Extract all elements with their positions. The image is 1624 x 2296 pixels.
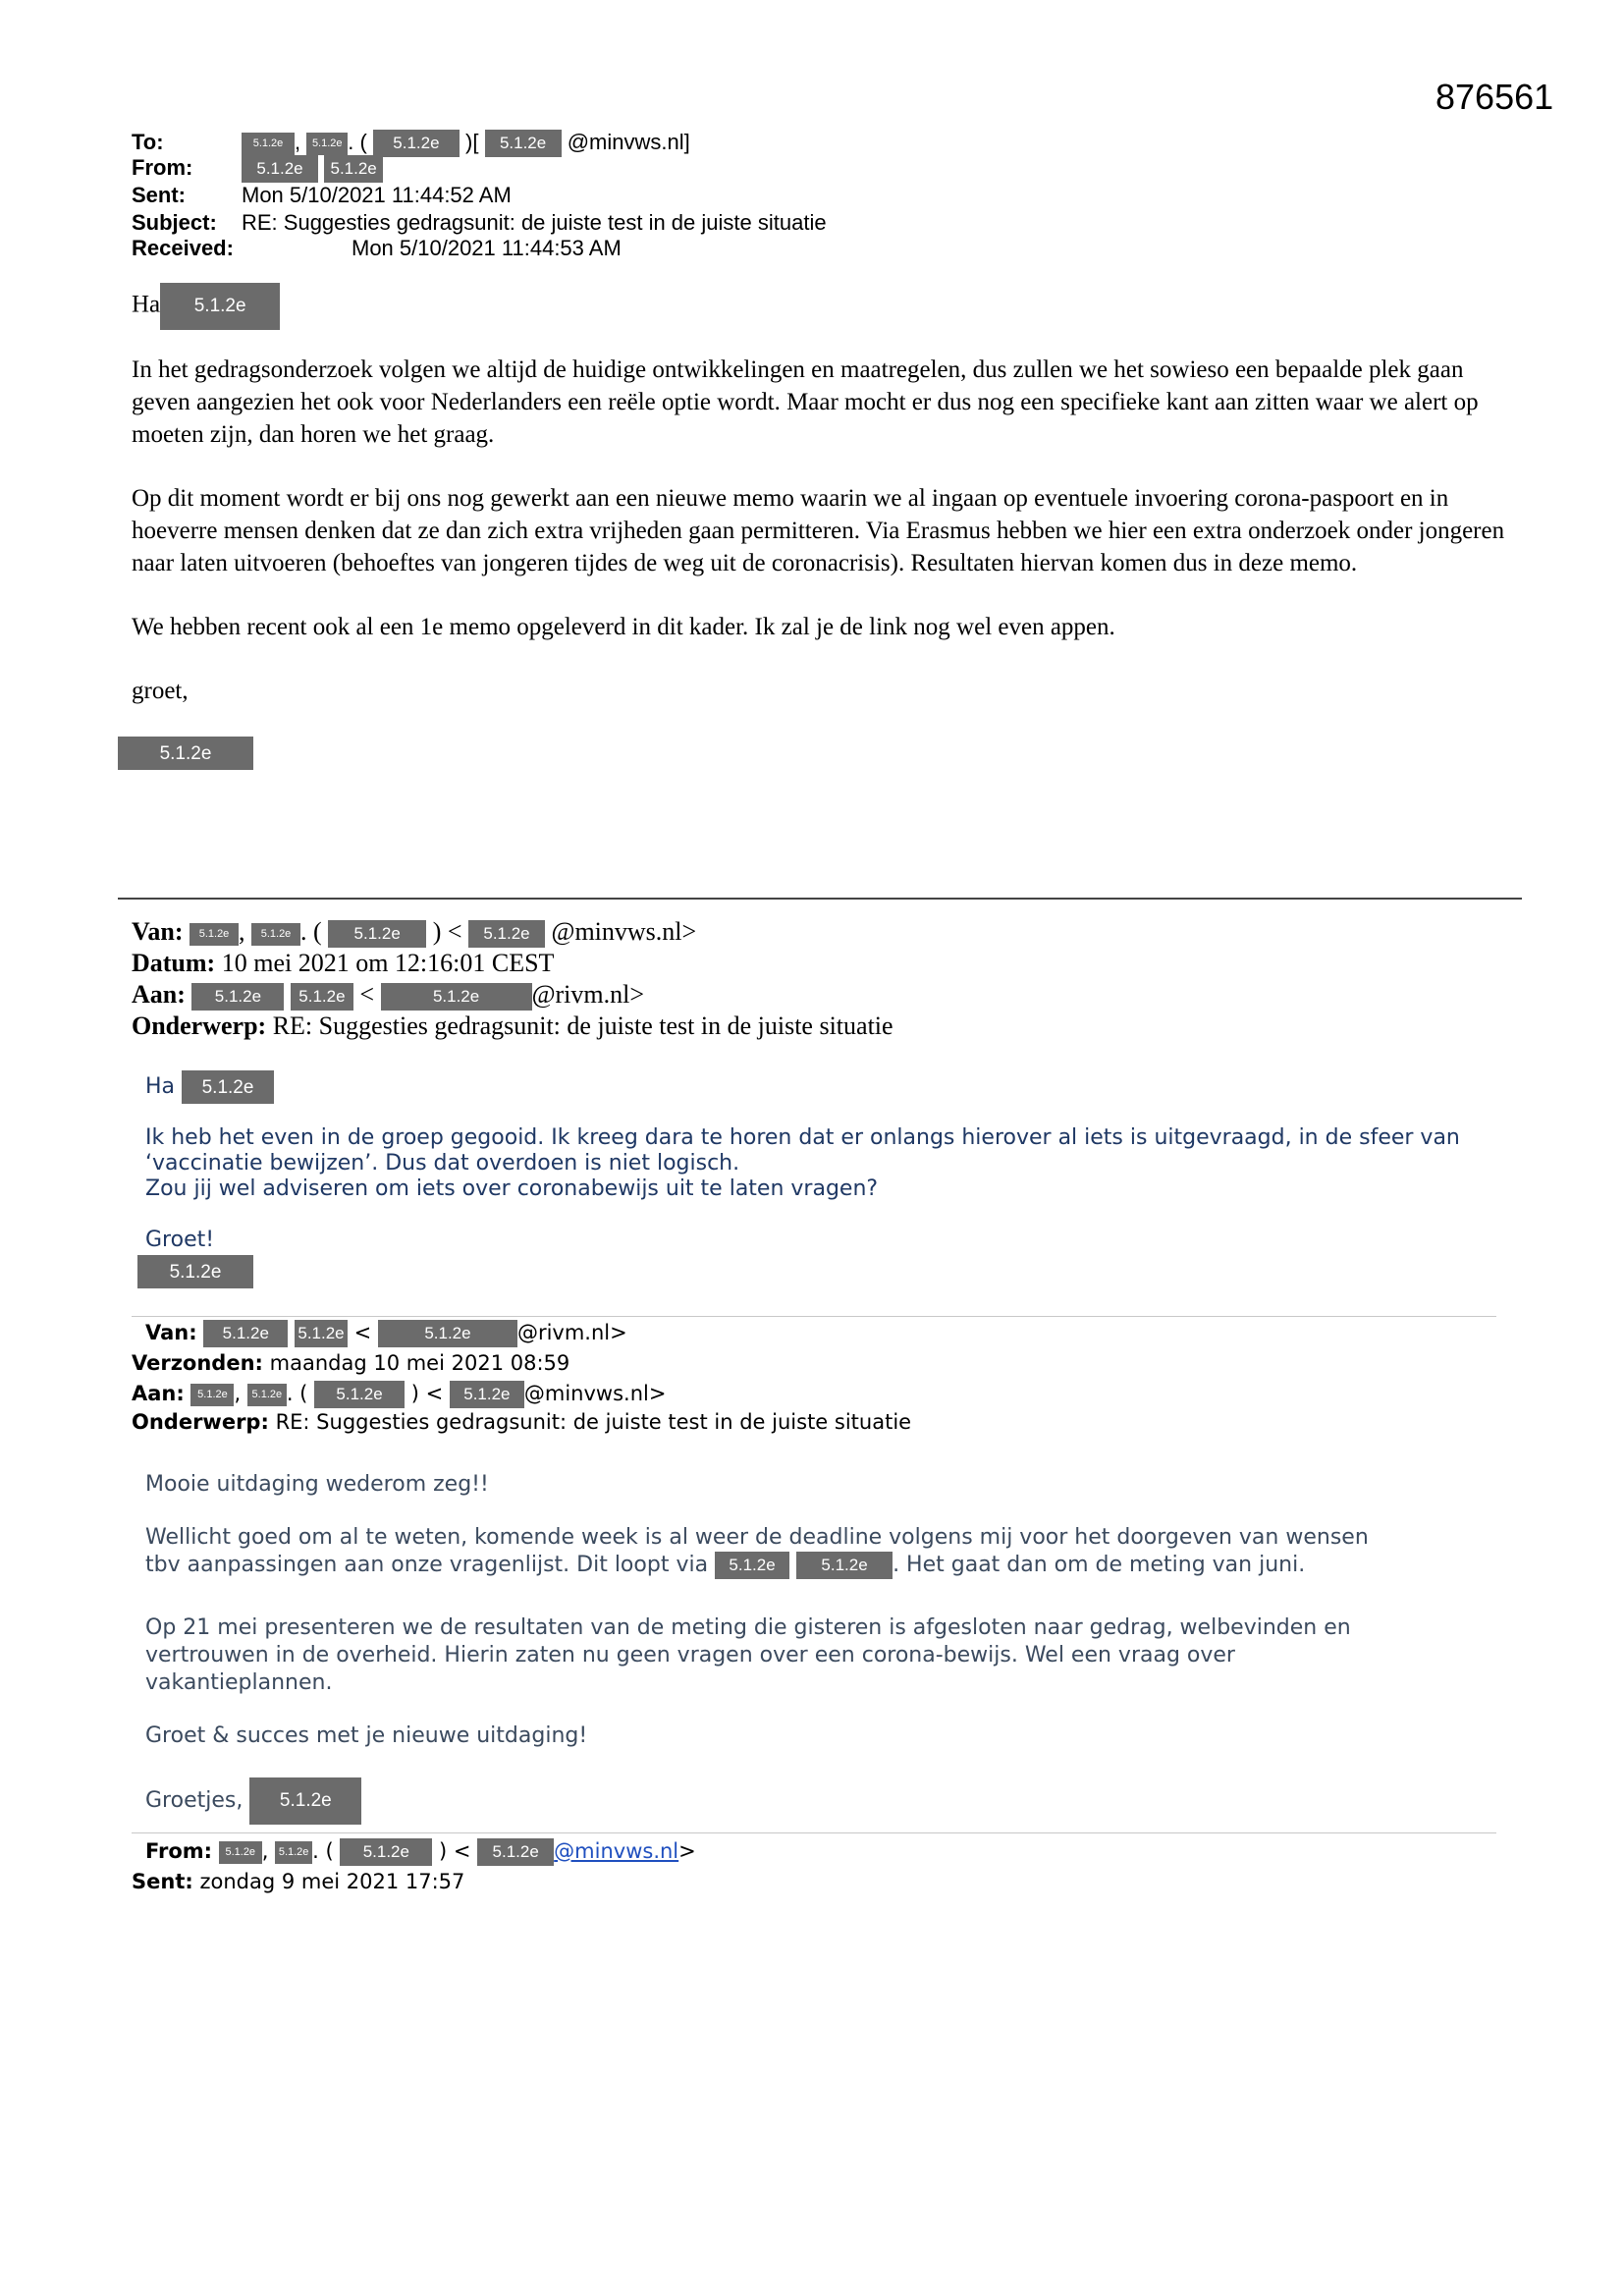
email1-body — [132, 354, 1526, 707]
email-link[interactable]: @minvws.nl — [554, 1839, 679, 1863]
closing: groet, — [132, 678, 189, 704]
greeting-text: Ha — [132, 291, 161, 318]
redaction: 5.1.2e — [715, 1552, 789, 1579]
paragraph: We hebben recent ook al een 1e memo opgeleverd in dit kader. Ik zal je de link nog wel even appen. — [132, 614, 1115, 640]
email2-datum-row — [132, 949, 554, 978]
received-label: Received: — [132, 236, 234, 260]
redaction: 5.1.2e — [203, 1320, 288, 1347]
from-label: From: — [145, 1839, 213, 1863]
redaction: 5.1.2e — [219, 1841, 262, 1864]
email3-verzonden-row — [132, 1351, 569, 1375]
redaction: 5.1.2e — [450, 1381, 524, 1408]
email2-aan-row: Aan: 5.1.2e 5.1.2e < 5.1.2e @rivm.nl> — [132, 980, 644, 1011]
body-line: ‘vaccinatie bewijzen’. Dus dat overdoen is niet logisch. — [145, 1151, 740, 1175]
sent-label: Sent: — [132, 183, 186, 207]
email3-line: Groet & succes met je nieuwe uitdaging! — [145, 1723, 588, 1748]
email2-onderwerp-row — [132, 1011, 893, 1041]
greeting-text: Ha — [145, 1074, 176, 1099]
redaction: 5.1.2e — [306, 133, 348, 155]
email1-subject-row — [132, 210, 827, 236]
email3-van-row: Van: 5.1.2e 5.1.2e < 5.1.2e @rivm.nl> — [132, 1320, 627, 1347]
closing-text: Groetjes, — [145, 1788, 244, 1813]
subject-value: RE: Suggesties gedragsunit: de juiste test in de juiste situatie — [242, 210, 827, 235]
subject-label: Subject: — [132, 210, 217, 235]
aan-label: Aan: — [132, 980, 186, 1009]
email1-to-row: To: 5.1.2e , 5.1.2e . ( 5.1.2e )[ 5.1.2e @minvws.nl] — [132, 130, 690, 157]
sent-value: Mon 5/10/2021 11:44:52 AM — [242, 183, 512, 207]
body-text: . Het gaat dan om de meting van juni. — [893, 1553, 1306, 1577]
body-line: Ik heb het even in de groep gegooid. Ik kreeg dara te horen dat er onlangs hierover al iets is uitgevraagd, in de sfeer van — [145, 1125, 1460, 1150]
redaction: 5.1.2e — [328, 920, 426, 948]
email2-body — [145, 1125, 1460, 1202]
paragraph: In het gedragsonderzoek volgen we altijd de huidige ontwikkelingen en maatregelen, dus zullen we het sowieso een bepaalde plek gaan geven aangezien het ook voor Nederlanders een reële optie wordt. Maar mocht er dus nog een specifieke kant aan zitten waar we alert op moeten zijn, dan horen we het graag. — [132, 356, 1479, 448]
verzonden-label: Verzonden: — [132, 1351, 263, 1375]
redaction: 5.1.2e — [381, 983, 532, 1011]
email3-line: vertrouwen in de overheid. Hierin zaten nu geen vragen over een corona-bewijs. Wel een vraag over — [145, 1643, 1235, 1667]
email2-van-row: Van: 5.1.2e , 5.1.2e . ( 5.1.2e ) < 5.1.2e @minvws.nl> — [132, 917, 696, 948]
redaction: 5.1.2e — [468, 920, 545, 948]
email3-onderwerp-row — [132, 1410, 911, 1434]
email1-from-row — [132, 155, 383, 183]
aan-domain: @rivm.nl> — [531, 980, 645, 1009]
aan-label: Aan: — [132, 1382, 185, 1405]
redaction: 5.1.2e — [137, 1255, 253, 1288]
email4-sent-row — [132, 1870, 464, 1893]
body-text: tbv aanpassingen aan onze vragenlijst. Dit loopt via — [145, 1553, 709, 1577]
onderwerp-value: RE: Suggesties gedragsunit: de juiste test in de juiste situatie — [275, 1410, 912, 1434]
email1-greeting — [132, 283, 1526, 330]
email3-line: Op 21 mei presenteren we de resultaten van de meting die gisteren is afgesloten naar gedrag, welbevinden en — [145, 1615, 1351, 1640]
redaction: 5.1.2e — [242, 155, 318, 183]
redaction: 5.1.2e — [340, 1838, 432, 1866]
divider — [132, 1316, 1496, 1317]
divider — [132, 1832, 1496, 1833]
redaction: 5.1.2e — [189, 923, 239, 946]
redaction: 5.1.2e — [291, 983, 353, 1011]
email2-closing: Groet! — [145, 1228, 215, 1252]
redaction: 5.1.2e — [314, 1381, 405, 1408]
redaction: 5.1.2e — [182, 1070, 274, 1104]
paragraph: Op dit moment wordt er bij ons nog gewerkt aan een nieuwe memo waarin we al ingaan op eventuele invoering corona-paspoort en in hoeverre mensen denken dat ze dan zich extra vrijheden gaan permitteren. Via Erasmus hebben we hier een extra onderzoek onder jongeren naar laten uitvoeren (behoeftes van jongeren tijdes de weg uit de coronacrisis). Resultaten hiervan komen dus in deze memo. — [132, 485, 1505, 576]
van-label: Van: — [145, 1321, 197, 1344]
email1-received-row — [132, 236, 622, 261]
van-label: Van: — [132, 917, 184, 946]
redaction: 5.1.2e — [118, 737, 253, 770]
van-domain: @minvws.nl> — [551, 917, 697, 946]
van-domain: @rivm.nl> — [516, 1321, 627, 1344]
redaction: 5.1.2e — [160, 283, 280, 330]
body-line: Zou jij wel adviseren om iets over coronabewijs uit te laten vragen? — [145, 1176, 879, 1201]
from-label: From: — [132, 155, 193, 180]
redaction: 5.1.2e — [378, 1320, 517, 1347]
redaction: 5.1.2e — [477, 1838, 554, 1866]
signature-redaction — [118, 737, 253, 770]
onderwerp-value: RE: Suggesties gedragsunit: de juiste test in de juiste situatie — [272, 1011, 893, 1040]
redaction: 5.1.2e — [485, 130, 562, 157]
email3-line: Mooie uitdaging wederom zeg!! — [145, 1472, 489, 1497]
document-number: 876561 — [1435, 77, 1554, 117]
email3-line: vakantieplannen. — [145, 1670, 333, 1695]
datum-value: 10 mei 2021 om 12:16:01 CEST — [221, 949, 555, 977]
redaction: 5.1.2e — [249, 1777, 361, 1825]
redaction: 5.1.2e — [242, 133, 295, 155]
redaction: 5.1.2e — [324, 155, 383, 183]
verzonden-value: maandag 10 mei 2021 08:59 — [269, 1351, 570, 1375]
redaction: 5.1.2e — [191, 983, 284, 1011]
to-domain: @minvws.nl] — [567, 130, 690, 154]
email4-from-row: From: 5.1.2e , 5.1.2e . ( 5.1.2e ) < 5.1.2e @minvws.nl> — [132, 1838, 696, 1866]
redaction: 5.1.2e — [190, 1384, 234, 1406]
redaction: 5.1.2e — [373, 130, 460, 157]
signature-redaction — [137, 1255, 253, 1288]
redaction: 5.1.2e — [796, 1552, 893, 1579]
email3-aan-row: Aan: 5.1.2e , 5.1.2e . ( 5.1.2e ) < 5.1.2e @minvws.nl> — [132, 1381, 666, 1408]
email3-line: Wellicht goed om al te weten, komende week is al weer de deadline volgens mij voor het doorgeven van wensen — [145, 1525, 1369, 1550]
datum-label: Datum: — [132, 949, 216, 977]
sent-value: zondag 9 mei 2021 17:57 — [199, 1870, 465, 1893]
email3-closing — [145, 1777, 361, 1825]
redaction: 5.1.2e — [295, 1320, 348, 1347]
email2-greeting — [145, 1070, 274, 1104]
onderwerp-label: Onderwerp: — [132, 1011, 267, 1040]
redaction: 5.1.2e — [251, 923, 300, 946]
divider — [118, 898, 1522, 900]
email1-sent-row — [132, 183, 512, 208]
onderwerp-label: Onderwerp: — [132, 1410, 269, 1434]
redaction: 5.1.2e — [275, 1841, 312, 1864]
email3-line-with-redactions — [145, 1552, 1305, 1579]
redaction: 5.1.2e — [247, 1384, 287, 1406]
aan-domain: @minvws.nl> — [523, 1382, 667, 1405]
to-label: To: — [132, 130, 164, 154]
received-value: Mon 5/10/2021 11:44:53 AM — [352, 236, 622, 260]
sent-label: Sent: — [132, 1870, 193, 1893]
